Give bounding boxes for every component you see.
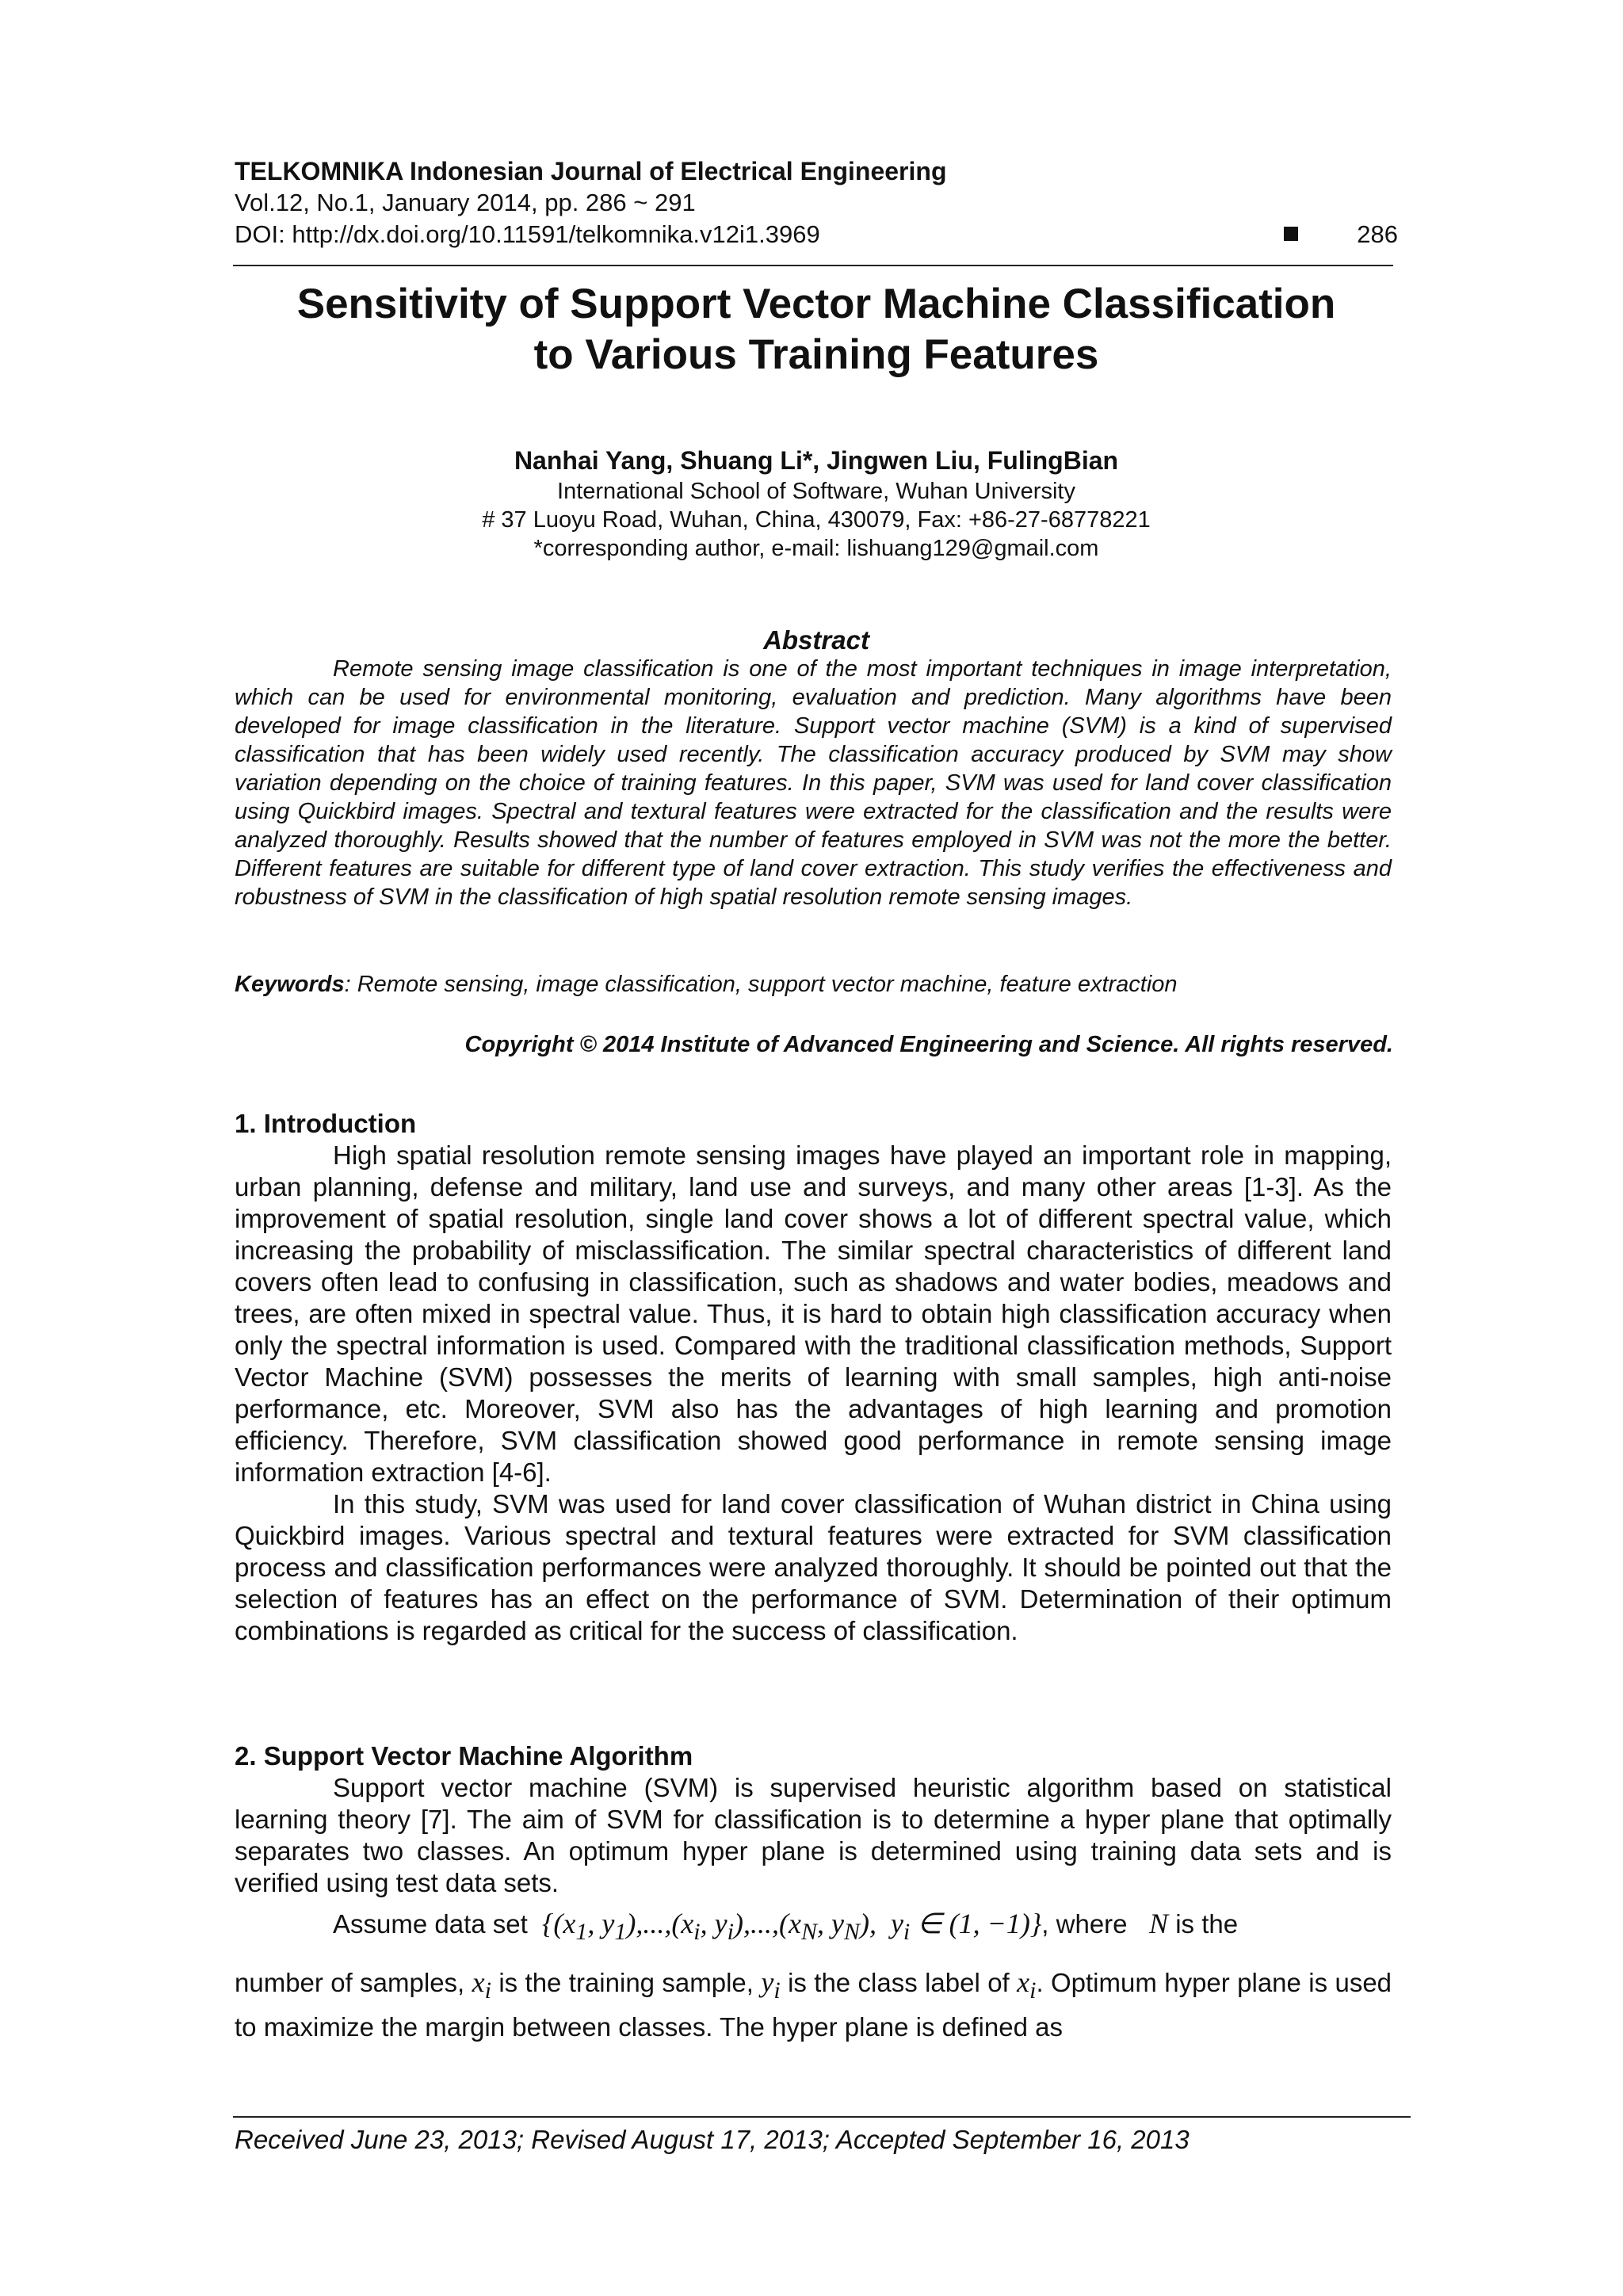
paper-title — [238, 279, 1395, 380]
header-rule — [233, 265, 1393, 266]
title-line-2: to Various Training Features — [533, 331, 1099, 378]
x-i-symbol-2: $x_i$ — [1017, 1966, 1037, 2004]
page-number: 286 — [1357, 220, 1398, 248]
keywords-label: Keywords — [235, 972, 345, 997]
data-set-formula: {($x_1$, $y_1),...,(x_i$, $y_i),...,(x_N$, $y_N$), $y_i$ ∈ (1, −1)} — [534, 1908, 1042, 1946]
intro-paragraph-2: In this study, SVM was used for land cover classification of Wuhan district in China using Quickbird images. Various spectral and textural features were extracted for SVM classification process and classification performances were analyzed thoroughly. It should be pointed out that the selection of features has an effect on the performance of SVM. Determination of their optimum combinations is regarded as critical for the success of classification. — [235, 1489, 1392, 1645]
journal-volume: Vol.12, No.1, January 2014, pp. 286 ~ 291 — [235, 189, 696, 216]
svm-paragraph-1: Support vector machine (SVM) is supervised heuristic algorithm based on statistical learning theory [7]. The aim of SVM for classification is to determine a hyper plane that optimally separates two classes. An optimum hyper plane is determined using training data sets and is verified using test data sets. — [235, 1773, 1392, 1897]
title-line-1: Sensitivity of Support Vector Machine Classification — [296, 281, 1336, 327]
journal-doi: DOI: http://dx.doi.org/10.11591/telkomnika.v12i1.3969 — [235, 220, 820, 248]
copyright-notice: Copyright © 2014 Institute of Advanced Engineering and Science. All rights reserved. — [464, 1032, 1393, 1057]
author-email: *corresponding author, e-mail: lishuang129@gmail.com — [533, 536, 1099, 561]
where-text: , where — [1041, 1909, 1128, 1939]
keywords — [235, 968, 1392, 1000]
received-dates: Received June 23, 2013; Revised August 17, 2013; Accepted September 16, 2013 — [235, 2125, 1190, 2154]
samples-text: number of samples, — [235, 1968, 465, 1997]
is-the-text: is the — [1175, 1909, 1239, 1939]
author-names: Nanhai Yang, Shuang Li*, Jingwen Liu, FulingBian — [514, 446, 1119, 475]
hyperplane-text: . Optimum hyper plane is used to maximize the margin between classes. The hyper plane is defined as — [235, 1968, 1392, 2042]
x-i-symbol: $x_i$ — [472, 1966, 491, 2004]
section-heading-svm: 2. Support Vector Machine Algorithm — [235, 1741, 693, 1771]
author-affiliation: International School of Software, Wuhan University — [557, 479, 1075, 504]
intro-paragraph-1: High spatial resolution remote sensing images have played an important role in mapping, urban planning, defense and military, land use and surveys, and many other areas [1-3]. As the improvement of spatial resolution, single land cover shows a lot of different spectral value, which increasing the probability of misclassification. The similar spectral characteristics of different land covers often lead to confusing in classification, such as shadows and water bodies, meadows and trees, are often mixed in spectral value. Thus, it is hard to obtain high classification accuracy when only the spectral information is used. Compared with the traditional classification methods, Support Vector Machine (SVM) possesses the merits of learning with small samples, high anti-noise performance, etc. Moreover, SVM also has the advantages of high learning and promotion efficiency. Therefore, SVM classification showed good performance in remote sensing image information extraction [4-6]. — [235, 1140, 1392, 1487]
author-address: # 37 Luoyu Road, Wuhan, China, 430079, Fax: +86-27-68778221 — [482, 507, 1151, 533]
journal-name: TELKOMNIKA Indonesian Journal of Electrical Engineering — [235, 157, 947, 185]
svm-paragraph-2 — [235, 1964, 1392, 2046]
section-heading-introduction: 1. Introduction — [235, 1109, 417, 1138]
training-sample-text: is the training sample, — [498, 1968, 754, 1997]
abstract-text: Remote sensing image classification is one of the most important techniques in image interpretation, which can be used for environmental monitoring, evaluation and prediction. Many algorithms have been developed for image classification in the literature. Support vector machine (SVM) is a kind of supervised classification that has been widely used recently. The classification accuracy produced by SVM may show variation depending on the choice of training features. In this paper, SVM was used for land cover classification using Quickbird images. Spectral and textural features were extracted for the classification and the results were analyzed thoroughly. Results showed that the number of features employed in SVM was not the more the better. Different features are suitable for different type of land cover extraction. This study verifies the effectiveness and robustness of SVM in the classification of high spatial resolution remote sensing images. — [235, 656, 1392, 910]
y-i-symbol: $y_i$ — [761, 1966, 781, 2004]
footer-rule — [233, 2116, 1411, 2118]
class-label-text: is the class label of — [788, 1968, 1010, 1997]
abstract-heading: Abstract — [763, 625, 869, 655]
data-set-formula-line — [235, 1906, 1392, 1950]
assume-text: Assume data set — [333, 1909, 528, 1939]
n-symbol: N — [1149, 1908, 1169, 1939]
keywords-text: : Remote sensing, image classification, support vector machine, feature extraction — [344, 972, 1178, 997]
square-bullet-icon — [1284, 227, 1298, 241]
